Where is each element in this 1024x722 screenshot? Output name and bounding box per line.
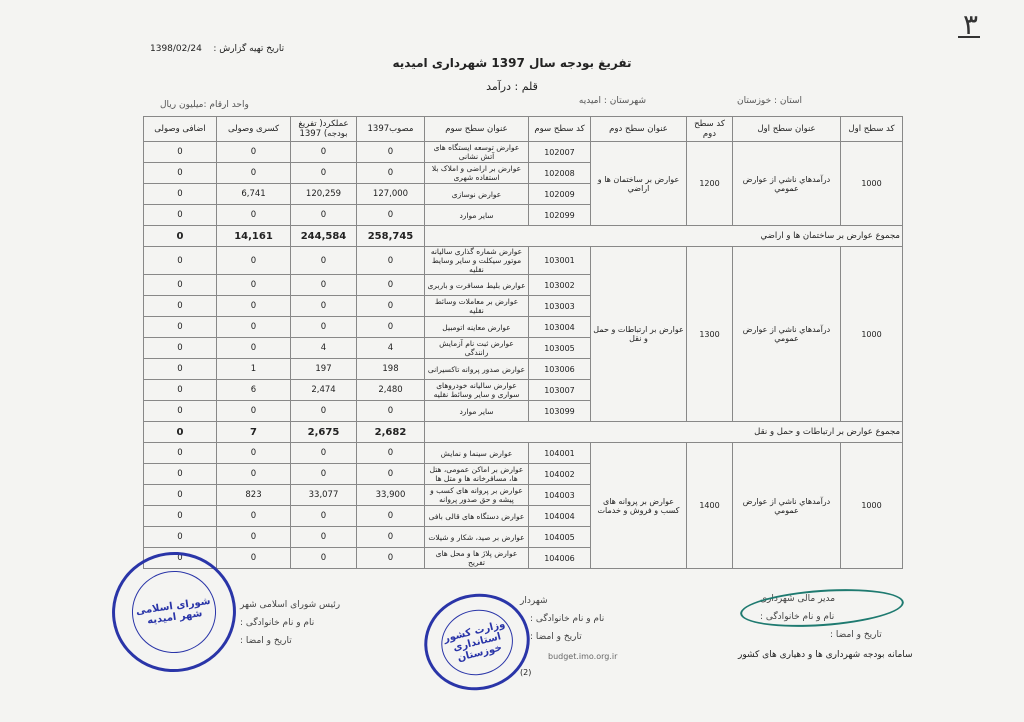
row-title: عوارض ثبت نام آزمایش رانندگی [425,338,529,359]
header-performance: عملکرد( تفریغ بودجه) 1397 [291,117,357,142]
header-title2: عنوان سطح دوم [591,117,687,142]
page-subtitle: قلم : درآمد [486,80,538,93]
row-approved: 0 [357,317,425,338]
province-label: استان : خوزستان [736,96,802,106]
row-performance: 0 [291,205,357,226]
row-deficit: 0 [217,443,291,464]
table-header-row [144,117,903,142]
total-label: مجموع عوارض بر ساختمان ها و اراضي [425,226,903,247]
row-code: 103003 [529,296,591,317]
row-deficit: 0 [217,142,291,163]
unit-label: واحد ارقام :میلیون ریال [160,100,249,110]
row-title: عوارض بر معاملات وسائط نقلیه [425,296,529,317]
row-performance: 4 [291,338,357,359]
row-surplus: 0 [144,443,217,464]
mayor-name-label: نام و نام خانوادگی : [530,614,605,624]
page-number-underline [958,36,980,38]
row-code: 103001 [529,247,591,275]
table-row [144,443,903,464]
row-title: عوارض بر پروانه های کسب و پیشه و حق صدور پروانه [425,485,529,506]
row-deficit: 0 [217,506,291,527]
financial-manager-date-label: تاریخ و امضا : [830,630,882,640]
group-title2: عوارض بر ساختمان ها و اراضي [591,142,687,226]
council-stamp-text: شورای اسلامی شهر امیدیه [135,595,212,627]
group-code2: 1200 [687,142,733,226]
row-surplus: 0 [144,317,217,338]
report-date: 1398/02/24 [150,44,202,54]
footer-page-number: (2) [520,668,532,677]
row-code: 103004 [529,317,591,338]
row-deficit: 6,741 [217,184,291,205]
row-title: عوارض شماره گذاری سالیانه موتور سیکلت و سایر وسایط نقلیه [425,247,529,275]
row-title: عوارض معاینه اتومبیل [425,317,529,338]
council-date-label: تاریخ و امضا : [240,636,292,646]
row-code: 104001 [529,443,591,464]
total-approved: 258,745 [357,226,425,247]
group-code2: 1300 [687,247,733,422]
row-approved: 0 [357,296,425,317]
row-surplus: 0 [144,527,217,548]
total-deficit: 14,161 [217,226,291,247]
total-surplus: 0 [144,422,217,443]
row-title: سایر موارد [425,401,529,422]
governorate-stamp-inner [434,602,520,682]
row-performance: 0 [291,163,357,184]
row-approved: 0 [357,247,425,275]
group-title2: عوارض بر ارتباطات و حمل و نقل [591,247,687,422]
row-code: 103006 [529,359,591,380]
mayor-label: شهردار [520,596,548,606]
row-surplus: 0 [144,359,217,380]
row-surplus: 0 [144,338,217,359]
financial-manager-name-label: نام و نام خانوادگی : [760,612,835,622]
row-performance: 33,077 [291,485,357,506]
header-surplus: اضافی وصولی [144,117,217,142]
row-surplus: 0 [144,296,217,317]
row-deficit: 0 [217,163,291,184]
row-code: 104006 [529,548,591,569]
row-performance: 0 [291,247,357,275]
group-title1: درآمدهاي ناشي از عوارض عمومي [733,247,841,422]
row-approved: 0 [357,401,425,422]
header-code1: کد سطح اول [841,117,903,142]
row-code: 104004 [529,506,591,527]
report-date-label: تاریخ تهیه گزارش : [213,44,285,54]
financial-manager-signature [739,584,905,631]
row-performance: 0 [291,443,357,464]
row-approved: 0 [357,548,425,569]
row-title: عوارض بر صید، شکار و شیلات [425,527,529,548]
row-deficit: 0 [217,296,291,317]
row-title: عوارض سالیانه خودروهای سواری و سایر وسائط نقلیه [425,380,529,401]
header-approved: مصوب1397 [357,117,425,142]
header-title3: عنوان سطح سوم [425,117,529,142]
row-approved: 127,000 [357,184,425,205]
row-code: 103007 [529,380,591,401]
row-title: سایر موارد [425,205,529,226]
system-name: سامانه بودجه شهرداری ها و دهیاری های کشور [738,650,913,660]
row-deficit: 0 [217,317,291,338]
row-surplus: 0 [144,184,217,205]
financial-manager-label: مدیر مالی شهرداری [760,594,836,604]
council-name-label: نام و نام خانوادگی : [240,618,315,628]
group-code1: 1000 [841,247,903,422]
total-row [144,422,903,443]
total-surplus: 0 [144,226,217,247]
row-code: 103099 [529,401,591,422]
row-deficit: 0 [217,205,291,226]
row-title: عوارض توسعه ایستگاه های آتش نشانی [425,142,529,163]
group-code1: 1000 [841,142,903,226]
total-row [144,226,903,247]
row-performance: 2,474 [291,380,357,401]
row-performance: 120,259 [291,184,357,205]
row-approved: 0 [357,163,425,184]
row-title: عوارض صدور پروانه تاکسیرانی [425,359,529,380]
row-approved: 198 [357,359,425,380]
row-title: عوارض دستگاه های قالی بافی [425,506,529,527]
row-deficit: 1 [217,359,291,380]
row-surplus: 0 [144,163,217,184]
group-title1: درآمدهاي ناشي از عوارض عمومي [733,142,841,226]
header-deficit: کسری وصولی [217,117,291,142]
group-title2: عوارض بر پروانه های کسب و فروش و خدمات [591,443,687,569]
row-performance: 0 [291,275,357,296]
row-title: عوارض نوسازی [425,184,529,205]
row-deficit: 0 [217,548,291,569]
row-approved: 0 [357,527,425,548]
row-code: 102008 [529,163,591,184]
row-performance: 0 [291,317,357,338]
row-performance: 0 [291,401,357,422]
row-deficit: 0 [217,338,291,359]
row-deficit: 0 [217,275,291,296]
group-code2: 1400 [687,443,733,569]
council-stamp-inner [126,566,221,659]
table-row [144,247,903,275]
city-label: شهرستان : امیدیه [578,96,646,106]
row-approved: 0 [357,506,425,527]
row-deficit: 0 [217,464,291,485]
row-approved: 0 [357,142,425,163]
row-approved: 33,900 [357,485,425,506]
page-number: ۳ [962,8,978,41]
row-performance: 0 [291,527,357,548]
header-title1: عنوان سطح اول [733,117,841,142]
group-code1: 1000 [841,443,903,569]
row-performance: 0 [291,548,357,569]
row-title: عوارض بر اراضی و املاک بلا استفاده شهری [425,163,529,184]
row-code: 104002 [529,464,591,485]
governorate-stamp-text: وزارت کشور استانداری خوزستان [442,618,507,664]
row-surplus: 0 [144,380,217,401]
row-approved: 0 [357,205,425,226]
page-title: تفریغ بودجه سال 1397 شهرداری امیدیه [392,56,632,70]
total-approved: 2,682 [357,422,425,443]
row-surplus: 0 [144,247,217,275]
row-performance: 0 [291,464,357,485]
row-performance: 0 [291,506,357,527]
total-performance: 2,675 [291,422,357,443]
row-surplus: 0 [144,548,217,569]
row-title: عوارض بلیط مسافرت و باربری [425,275,529,296]
row-deficit: 0 [217,247,291,275]
site-url: budget.imo.org.ir [548,652,618,661]
row-deficit: 6 [217,380,291,401]
row-title: عوارض بر اماکن عمومی، هتل ها، مسافرخانه ها و متل ها [425,464,529,485]
row-title: عوارض سینما و نمایش [425,443,529,464]
row-deficit: 0 [217,401,291,422]
council-head-label: رئیس شورای اسلامی شهر [240,600,341,610]
row-surplus: 0 [144,464,217,485]
row-code: 104003 [529,485,591,506]
row-surplus: 0 [144,275,217,296]
row-code: 103002 [529,275,591,296]
report-date-line [150,44,284,54]
row-approved: 0 [357,275,425,296]
row-surplus: 0 [144,485,217,506]
row-code: 103005 [529,338,591,359]
table-row [144,142,903,163]
row-approved: 2,480 [357,380,425,401]
row-performance: 0 [291,142,357,163]
row-deficit: 823 [217,485,291,506]
row-code: 102009 [529,184,591,205]
mayor-date-label: تاریخ و امضا : [530,632,582,642]
row-approved: 0 [357,464,425,485]
row-code: 102007 [529,142,591,163]
group-title1: درآمدهاي ناشي از عوارض عمومي [733,443,841,569]
row-surplus: 0 [144,205,217,226]
header-code2: کد سطح دوم [687,117,733,142]
row-surplus: 0 [144,142,217,163]
row-approved: 0 [357,443,425,464]
header-code3: کد سطح سوم [529,117,591,142]
row-surplus: 0 [144,506,217,527]
budget-table [143,116,903,569]
total-deficit: 7 [217,422,291,443]
total-label: مجموع عوارض بر ارتباطات و حمل و نقل [425,422,903,443]
row-code: 104005 [529,527,591,548]
total-performance: 244,584 [291,226,357,247]
row-deficit: 0 [217,527,291,548]
row-surplus: 0 [144,401,217,422]
row-code: 102099 [529,205,591,226]
row-performance: 0 [291,296,357,317]
row-approved: 4 [357,338,425,359]
row-performance: 197 [291,359,357,380]
row-title: عوارض پلاژ ها و محل های تفریح [425,548,529,569]
